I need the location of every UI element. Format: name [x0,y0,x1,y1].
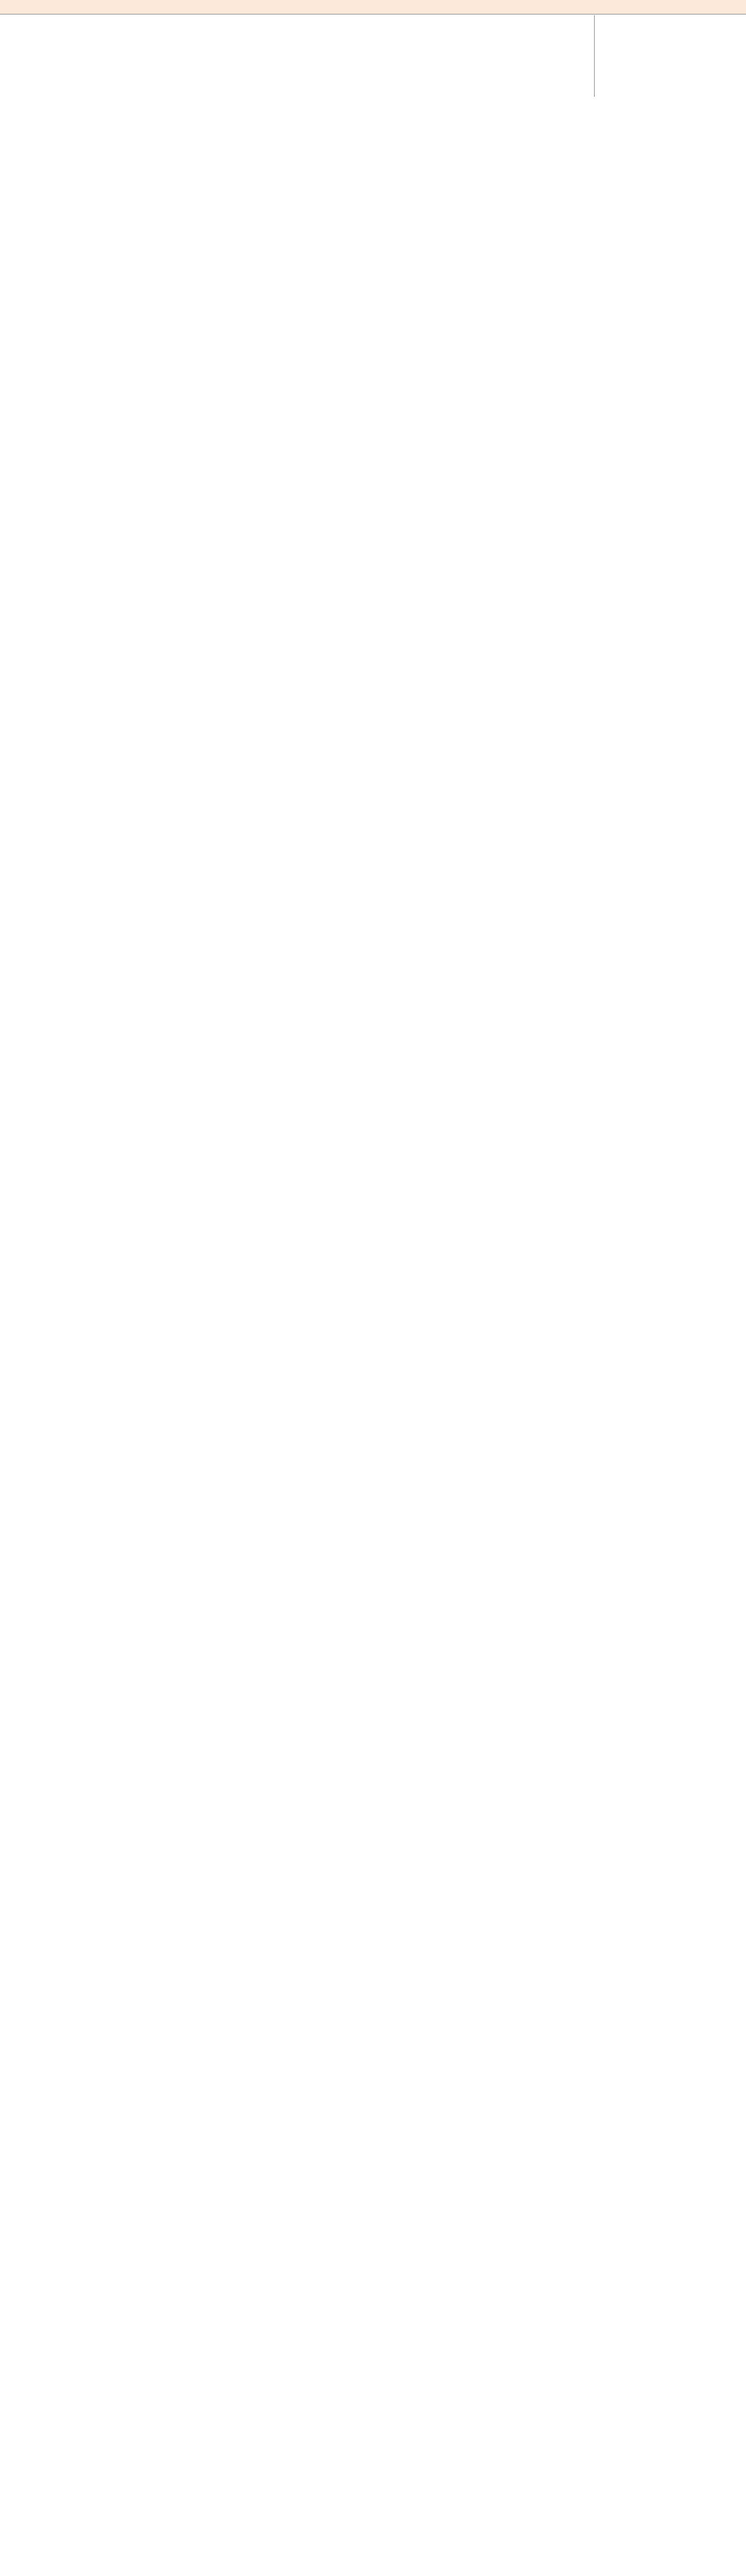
page-title [0,0,746,15]
footer [0,2544,746,2576]
header [0,0,746,97]
team-info [594,15,746,97]
intro-text [0,15,594,97]
